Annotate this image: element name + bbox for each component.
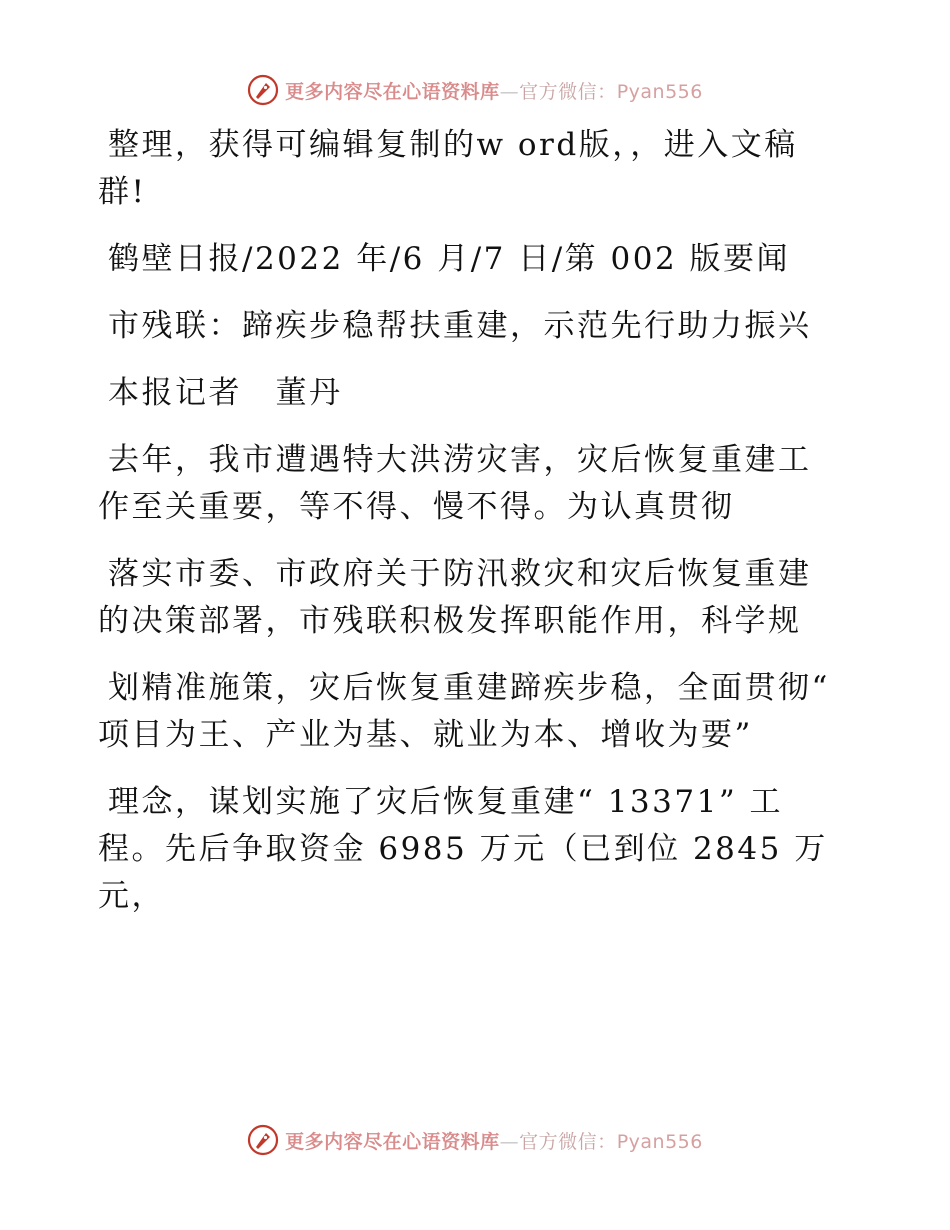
paragraph-body-3: 划精准施策，灾后恢复重建蹄疾步稳，全面贯彻“ 项目为王、产业为基、就业为本、增收为要” — [98, 670, 830, 753]
watermark-wechat-id: Pyan556 — [616, 1130, 703, 1153]
pen-nib-logo-icon — [247, 1124, 279, 1156]
watermark-text — [285, 1127, 703, 1154]
paragraph-intro: 整理，获得可编辑复制的w ord版，，进入文稿群! — [98, 127, 798, 210]
paragraph-body-4: 理念，谋划实施了灾后恢复重建“ 13371” 工程。先后争取资金 6985 万元（已到位 2845 万元， — [98, 784, 828, 914]
paragraph-byline: 本报记者 董丹 — [108, 375, 343, 411]
paragraph-headline: 市残联：蹄疾步稳帮扶重建，示范先行助力振兴 — [108, 308, 812, 344]
watermark-main-text: 更多内容尽在心语资料库 — [285, 80, 500, 103]
watermark-text — [285, 77, 703, 104]
watermark-wechat-id: Pyan556 — [616, 80, 703, 103]
bottom-watermark-banner — [0, 1120, 950, 1160]
document-body — [98, 122, 838, 940]
watermark-sub-text: 官方微信： — [519, 1130, 617, 1153]
pen-nib-logo-icon — [247, 74, 279, 106]
watermark-dash: — — [499, 1130, 520, 1153]
watermark-sub-text: 官方微信： — [519, 80, 617, 103]
watermark-main-text: 更多内容尽在心语资料库 — [285, 1130, 500, 1153]
top-watermark-banner — [0, 70, 950, 110]
paragraph-body-1: 去年，我市遭遇特大洪涝灾害，灾后恢复重建工作至关重要，等不得、慢不得。为认真贯彻 — [98, 442, 812, 525]
paragraph-source: 鹤壁日报/2022 年/6 月/7 日/第 002 版要闻 — [108, 241, 791, 277]
watermark-dash: — — [499, 80, 520, 103]
paragraph-body-2: 落实市委、市政府关于防汛救灾和灾后恢复重建的决策部署，市残联积极发挥职能作用，科学规 — [98, 556, 812, 639]
